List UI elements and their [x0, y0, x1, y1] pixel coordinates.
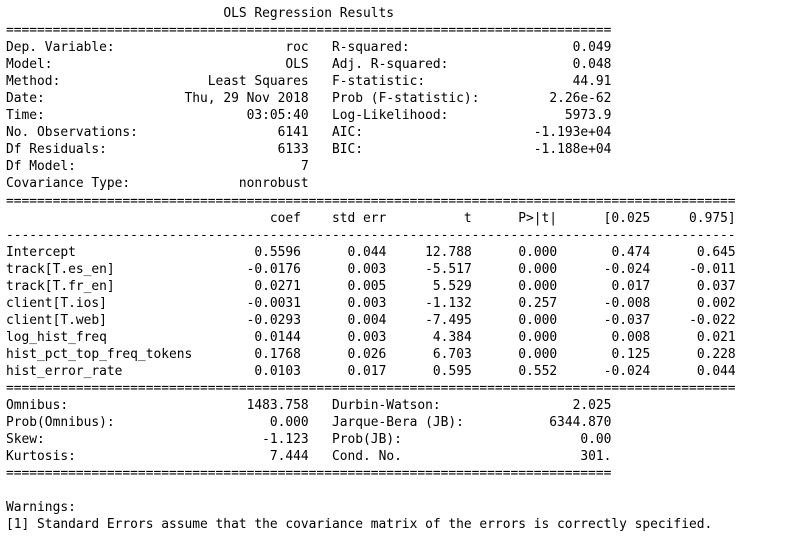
diagnostic-value: 6344.870 — [549, 415, 612, 431]
coef-row-name: Intercept — [6, 244, 76, 260]
coef-column-header: 0.975] — [689, 210, 736, 226]
coef-column-header: std err — [331, 210, 387, 226]
coef-cell: -7.495 — [425, 312, 472, 328]
diagnostics-row — [6, 448, 787, 465]
coef-cell: 0.552 — [518, 363, 558, 379]
separator-double: ============================================================================================== — [6, 381, 736, 397]
coef-cell: 0.000 — [518, 329, 558, 345]
coef-cell: 0.044 — [347, 244, 387, 260]
coef-cell: 0.017 — [347, 363, 387, 379]
summary-label: R-squared: — [332, 40, 410, 56]
summary-value: 2.26e-62 — [549, 91, 612, 107]
coef-cell: 0.000 — [518, 346, 558, 362]
summary-value: Least Squares — [207, 74, 309, 90]
coef-cell: -0.037 — [603, 312, 651, 328]
coef-table-row — [6, 244, 787, 261]
summary-label: Date: — [6, 91, 45, 107]
coef-cell: 0.002 — [696, 295, 736, 311]
coef-cell: -1.132 — [425, 295, 472, 311]
warning-line — [6, 516, 787, 533]
summary-value: 7 — [300, 159, 309, 175]
coef-table-row — [6, 329, 787, 346]
coef-cell: 0.003 — [347, 295, 387, 311]
summary-value: 5973.9 — [564, 108, 612, 124]
coef-row-name: track[T.fr_en] — [6, 278, 115, 294]
coef-cell: 0.000 — [518, 261, 558, 277]
coef-table-row — [6, 346, 787, 363]
coef-cell: 12.788 — [425, 244, 472, 260]
coef-cell: 0.003 — [347, 261, 387, 277]
summary-value: 44.91 — [572, 74, 612, 90]
coef-column-header: t — [463, 210, 472, 226]
diagnostics-row — [6, 397, 787, 414]
coef-cell: 0.228 — [696, 346, 736, 362]
coef-table-row — [6, 363, 787, 380]
summary-row — [6, 39, 787, 56]
coef-row-name: client[T.ios] — [6, 295, 107, 311]
summary-label: F-statistic: — [332, 74, 426, 90]
coef-cell: 0.017 — [611, 278, 651, 294]
summary-value: OLS — [285, 57, 309, 73]
summary-value: 0.049 — [572, 40, 612, 56]
diagnostic-label: Cond. No. — [332, 449, 402, 465]
diagnostic-value: 0.00 — [580, 432, 612, 448]
summary-value: roc — [285, 40, 309, 56]
coef-cell: -0.0293 — [246, 312, 301, 328]
diagnostic-label: Omnibus: — [6, 398, 69, 414]
summary-label: Df Model: — [6, 159, 76, 175]
summary-label: Time: — [6, 108, 45, 124]
summary-label: Model: — [6, 57, 53, 73]
report-title-text: OLS Regression Results — [223, 6, 395, 21]
summary-value: 6141 — [277, 125, 309, 141]
summary-row — [6, 124, 787, 141]
summary-row — [6, 141, 787, 158]
summary-label: Covariance Type: — [6, 176, 131, 192]
diagnostics-row — [6, 414, 787, 431]
blank-line — [6, 482, 787, 499]
diagnostic-label: Durbin-Watson: — [331, 398, 441, 414]
coef-column-header: coef — [269, 210, 301, 226]
warning-text: [1] Standard Errors assume that the covariance matrix of the errors is correctly specified. — [6, 517, 713, 533]
coef-column-header: P>|t| — [518, 210, 558, 226]
summary-value: -1.188e+04 — [533, 142, 612, 158]
coef-cell: -0.0176 — [246, 261, 301, 277]
coef-cell: 0.257 — [518, 295, 558, 311]
coef-cell: 0.0144 — [254, 329, 301, 345]
coef-table-row — [6, 312, 787, 329]
summary-label: Prob (F-statistic): — [332, 91, 480, 107]
coef-table-row — [6, 261, 787, 278]
summary-row — [6, 73, 787, 90]
summary-row — [6, 90, 787, 107]
coef-cell: 0.5596 — [254, 244, 301, 260]
warnings-title-text: Warnings: — [6, 500, 76, 516]
summary-value: -1.193e+04 — [533, 125, 612, 141]
coef-row-name: hist_pct_top_freq_tokens — [6, 346, 193, 362]
coef-cell: -0.011 — [689, 261, 736, 277]
coef-cell: 0.000 — [518, 278, 558, 294]
coef-cell: 0.0271 — [254, 278, 301, 294]
coef-row-name: hist_error_rate — [6, 363, 123, 379]
summary-row — [6, 56, 787, 73]
summary-label: BIC: — [332, 142, 364, 158]
coef-cell: 0.008 — [611, 329, 651, 345]
summary-row — [6, 158, 787, 175]
coef-cell: 0.595 — [432, 363, 472, 379]
coef-table-row — [6, 278, 787, 295]
diagnostic-value: 301. — [580, 449, 612, 465]
coef-row-name: log_hist_freq — [6, 329, 107, 345]
summary-label: No. Observations: — [6, 125, 138, 141]
coef-cell: 0.021 — [696, 329, 736, 345]
coef-cell: 4.384 — [432, 329, 472, 345]
summary-label: Method: — [6, 74, 61, 90]
coef-cell: -0.0031 — [246, 295, 301, 311]
summary-row — [6, 107, 787, 124]
coef-column-header: [0.025 — [603, 210, 651, 226]
summary-label: Adj. R-squared: — [332, 57, 449, 73]
separator-single: ---------------------------------------------------------------------------------------------- — [6, 227, 736, 243]
diagnostic-value: 2.025 — [572, 398, 612, 414]
summary-row — [6, 175, 787, 192]
coef-cell: 0.000 — [518, 244, 558, 260]
coef-cell: 0.044 — [696, 363, 736, 379]
coef-table-row — [6, 295, 787, 312]
summary-value: nonrobust — [238, 176, 309, 192]
coef-cell: 6.703 — [432, 346, 472, 362]
coef-cell: 0.474 — [611, 244, 651, 260]
diagnostic-label: Prob(JB): — [332, 432, 402, 448]
coef-cell: 0.003 — [347, 329, 387, 345]
separator-double: ============================================================================== — [6, 23, 612, 39]
summary-label: Df Residuals: — [6, 142, 107, 158]
coef-cell: 0.037 — [696, 278, 736, 294]
coef-cell: 0.125 — [611, 346, 651, 362]
diagnostic-label: Skew: — [6, 432, 45, 448]
coef-cell: 0.026 — [347, 346, 387, 362]
coef-cell: -0.008 — [603, 295, 651, 311]
coef-row-name: track[T.es_en] — [6, 261, 115, 277]
coef-cell: 0.004 — [347, 312, 387, 328]
diagnostic-label: Prob(Omnibus): — [6, 415, 115, 431]
summary-value: 0.048 — [572, 57, 612, 73]
warnings-title — [6, 499, 787, 516]
summary-label: Log-Likelihood: — [332, 108, 449, 124]
summary-label: AIC: — [331, 125, 364, 141]
diagnostic-value: 0.000 — [269, 415, 309, 431]
coef-cell: -0.024 — [603, 363, 651, 379]
summary-label: Dep. Variable: — [6, 40, 115, 56]
coef-cell: 0.005 — [347, 278, 387, 294]
coef-cell: 0.000 — [518, 312, 558, 328]
coef-cell: -0.022 — [689, 312, 736, 328]
diagnostic-value: 1483.758 — [246, 398, 309, 414]
separator-double: ============================================================================== — [6, 466, 612, 482]
diagnostics-row — [6, 431, 787, 448]
diagnostic-value: -1.123 — [262, 432, 309, 448]
diagnostic-label: Kurtosis: — [6, 449, 76, 465]
summary-value: 03:05:40 — [246, 108, 309, 124]
coef-cell: -5.517 — [425, 261, 472, 277]
separator-double: ============================================================================================== — [6, 193, 736, 209]
diagnostic-value: 7.444 — [269, 449, 309, 465]
coef-cell: 0.0103 — [254, 363, 301, 379]
summary-value: Thu, 29 Nov 2018 — [184, 91, 309, 107]
coef-cell: 0.1768 — [254, 346, 301, 362]
coef-cell: 5.529 — [432, 278, 472, 294]
coef-table-header — [6, 210, 787, 227]
coef-row-name: client[T.web] — [6, 312, 107, 328]
summary-value: 6133 — [277, 142, 309, 158]
coef-cell: 0.645 — [696, 244, 736, 260]
coef-cell: -0.024 — [603, 261, 651, 277]
diagnostic-label: Jarque-Bera (JB): — [331, 415, 464, 431]
report-title — [6, 5, 787, 22]
